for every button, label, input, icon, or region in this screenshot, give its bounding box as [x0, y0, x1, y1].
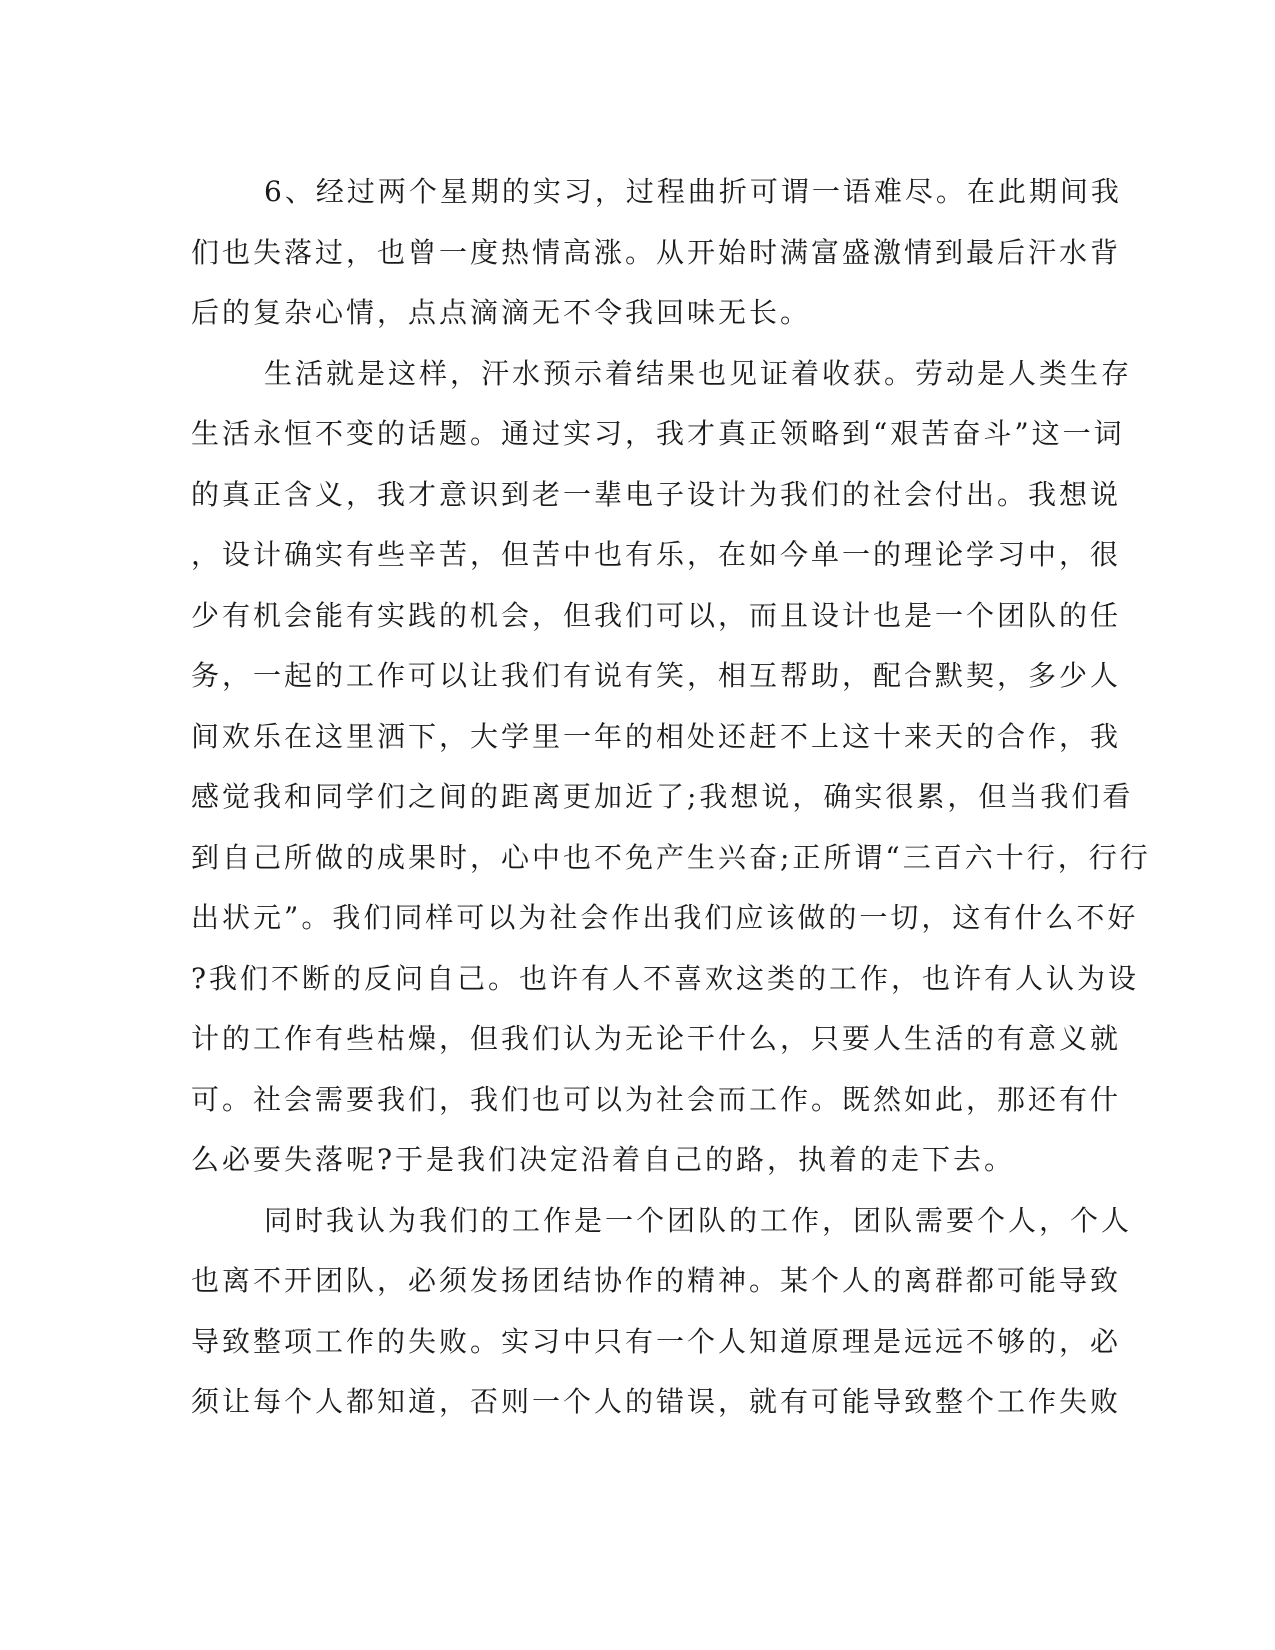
text-line: 同时我认为我们的工作是一个团队的工作，团队需要个人，个人 [264, 1203, 1133, 1237]
text-line: 生活永恒不变的话题。通过实习，我才真正领略到“艰苦奋斗”这一词 [191, 417, 1125, 450]
text-line: 计的工作有些枯燥，但我们认为无论干什么，只要人生活的有意义就 [191, 1022, 1122, 1055]
text-line: 么必要失落呢?于是我们决定沿着自己的路，执着的走下去。 [191, 1143, 1016, 1176]
text-line: 到自己所做的成果时，心中也不免产生兴奋;正所谓“三百六十行，行行 [191, 840, 1151, 874]
text-line: 务，一起的工作可以让我们有说有笑，相互帮助，配合默契，多少人 [191, 659, 1122, 692]
text-line: ，设计确实有些辛苦，但苦中也有乐，在如今单一的理论学习中，很 [191, 538, 1122, 571]
text-line: 间欢乐在这里洒下，大学里一年的相处还赶不上这十来天的合作，我 [191, 719, 1122, 753]
text-line: 导致整项工作的失败。实习中只有一个人知道原理是远远不够的，必 [191, 1324, 1122, 1358]
text-line: 也离不开团队，必须发扬团结协作的精神。某个人的离群都可能导致 [191, 1264, 1122, 1297]
text-line: 感觉我和同学们之间的距离更加近了;我想说，确实很累，但当我们看 [191, 780, 1134, 813]
text-line: 少有机会能有实践的机会，但我们可以，而且设计也是一个团队的任 [191, 598, 1122, 632]
text-line: 须让每个人都知道，否则一个人的错误，就有可能导致整个工作失败 [191, 1385, 1122, 1418]
text-line: 可。社会需要我们，我们也可以为社会而工作。既然如此，那还有什 [191, 1082, 1122, 1116]
text-line: ?我们不断的反问自己。也许有人不喜欢这类的工作，也许有人认为设 [191, 961, 1140, 995]
text-line: 们也失落过，也曾一度热情高涨。从开始时满富盛激情到最后汗水背 [191, 235, 1122, 269]
text-line: 出状元”。我们同样可以为社会作出我们应该做的一切，这有什么不好 [191, 901, 1139, 934]
paragraph-3 [191, 1191, 1133, 1433]
text-line: 生活就是这样，汗水预示着结果也见证着收获。劳动是人类生存 [264, 356, 1133, 390]
text-line: 的真正含义，我才意识到老一辈电子设计为我们的社会付出。我想说 [191, 477, 1122, 511]
text-line: 后的复杂心情，点点滴滴无不令我回味无长。 [191, 296, 812, 329]
text-line: 6、经过两个星期的实习，过程曲折可谓一语难尽。在此期间我 [264, 175, 1122, 208]
paragraph-2 [191, 344, 1151, 1191]
document-body [191, 162, 1151, 1433]
paragraph-1 [191, 162, 1122, 344]
